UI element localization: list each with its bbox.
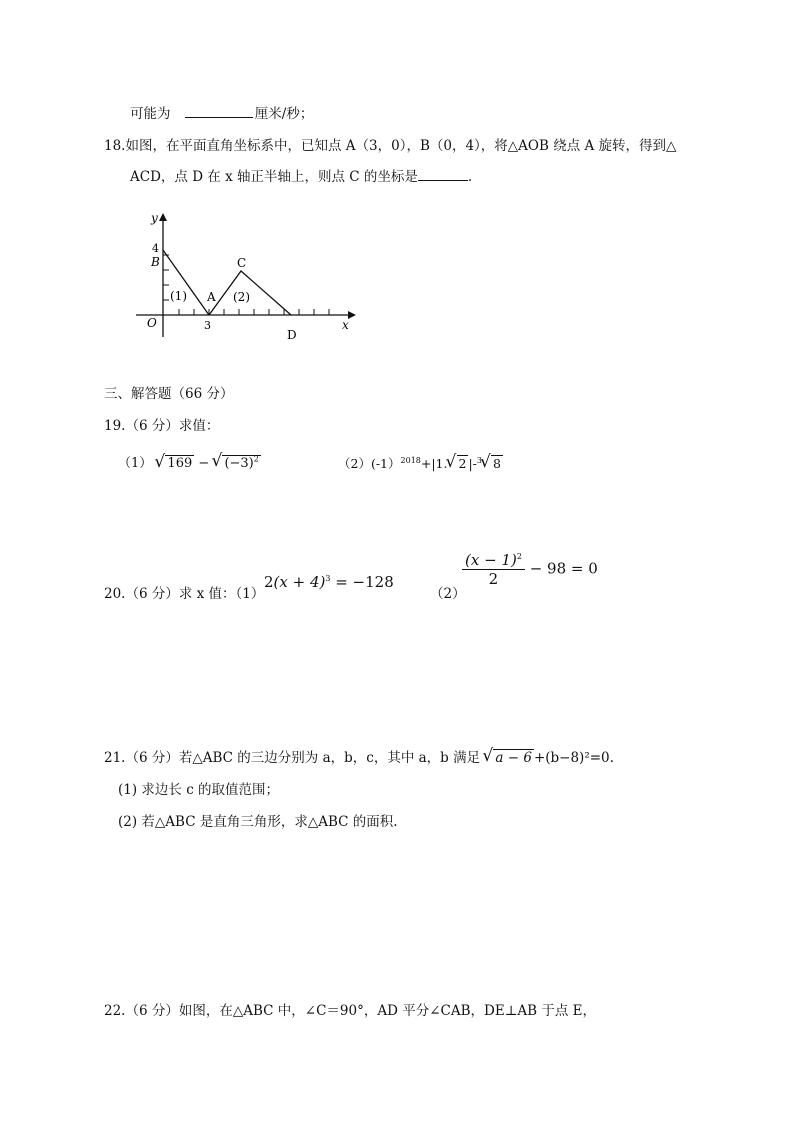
label-a: A xyxy=(207,290,216,304)
q19-p2-cuberoot-radicand: 8 xyxy=(492,456,501,471)
label-d: D xyxy=(287,328,297,342)
label-c: C xyxy=(237,256,247,270)
q19-p2-sqrt xyxy=(448,456,469,471)
label-three: 3 xyxy=(204,319,211,332)
q18-line1: 18.如图，在平面直角坐标系中，已知点 A（3，0），B（0，4），将△AOB 绕点 A 旋转，得到△ xyxy=(104,138,677,154)
q19-p1-radicand-b: (−3) xyxy=(224,456,254,471)
q19-p2-label: （2）(-1） xyxy=(338,456,401,471)
q20-p2-numerator xyxy=(462,551,525,570)
segment-ab xyxy=(163,250,209,315)
q19-p1-exponent: 2 xyxy=(253,454,259,464)
q21-sqrt xyxy=(484,750,534,766)
q20-head: 20.（6 分）求 x 值：（1） xyxy=(104,586,265,602)
q21-head-a: 21.（6 分）若△ABC 的三边分别为 a，b，c，其中 a，b 满足 xyxy=(104,750,481,766)
q19-p1-radicand-a: 169 xyxy=(167,456,193,471)
label-b: B xyxy=(151,255,160,269)
q20-part1 xyxy=(264,573,394,591)
q18-coordinate-figure xyxy=(130,205,365,345)
q19-p2-radicand: 2 xyxy=(458,456,467,471)
segment-acd xyxy=(209,271,291,315)
q19-part2 xyxy=(338,454,503,472)
label-four: 4 xyxy=(152,242,159,255)
q17-blank[interactable] xyxy=(185,117,253,118)
label-x: x xyxy=(342,318,349,332)
x-axis-arrow xyxy=(348,311,356,319)
y-axis-arrow xyxy=(159,213,167,221)
q19-part1 xyxy=(118,452,261,471)
q19-p2-exponent: 2018 xyxy=(400,455,421,465)
q17-suffix: 厘米/秒； xyxy=(254,106,314,122)
label-region-2: (2) xyxy=(233,290,250,304)
q18-line2-text: ACD，点 D 在 x 轴正半轴上，则点 C 的坐标是 xyxy=(130,169,418,185)
label-y: y xyxy=(151,211,158,225)
q17-answer-line xyxy=(130,102,313,122)
q18-line2-end: . xyxy=(467,169,473,185)
y-ticks xyxy=(163,255,169,300)
q21-head xyxy=(104,746,614,766)
q20-p2-num-text: (x − 1) xyxy=(465,551,517,569)
q20-part2 xyxy=(462,551,598,588)
q20-p1-base: (x + 4) xyxy=(273,573,326,591)
q20-p2-label: （2） xyxy=(430,586,466,602)
q22-head: 22.（6 分）如图，在△ABC 中，∠C＝90°，AD 平分∠CAB，DE⊥AB 于点 E， xyxy=(104,1003,596,1019)
q17-prefix: 可能为 xyxy=(130,106,171,122)
q19-head: 19.（6 分）求值： xyxy=(104,418,220,434)
label-region-1: (1) xyxy=(170,289,187,303)
q19-p2-mid: +|1. xyxy=(420,456,448,471)
x-ticks xyxy=(179,309,329,315)
q21-sub1: (1) 求边长 c 的取值范围； xyxy=(118,782,280,798)
q20-p1-exponent: 3 xyxy=(325,574,331,583)
q20-p2-fraction xyxy=(462,551,525,588)
q20-p1-coef: 2 xyxy=(264,573,274,591)
label-origin: O xyxy=(147,316,157,330)
q18-line2 xyxy=(130,165,472,185)
q20-p2-denominator: 2 xyxy=(488,570,499,588)
q21-head-b: +(b−8)²=0. xyxy=(533,750,614,766)
q21-radicand: a − 6 xyxy=(495,750,532,766)
section-three-title: 三、解答题（66 分） xyxy=(104,386,234,402)
q19-p2-bar: |- xyxy=(468,456,477,471)
q18-blank[interactable] xyxy=(418,180,468,181)
q19-p2-cuberoot-index: 3 xyxy=(476,455,482,465)
q20-p2-num-exponent: 2 xyxy=(516,552,522,561)
q19-p2-cuberoot xyxy=(482,456,503,471)
q19-p1-label: （1） xyxy=(118,456,153,471)
q21-sub2: (2) 若△ABC 是直角三角形，求△ABC 的面积. xyxy=(118,814,398,830)
q19-p1-minus: − xyxy=(198,456,210,471)
q20-p1-rhs: = −128 xyxy=(330,573,394,591)
q19-p1-sqrt-b xyxy=(213,455,260,471)
q20-p2-rest: − 98 = 0 xyxy=(529,559,598,578)
q19-p1-sqrt-a xyxy=(156,456,194,471)
